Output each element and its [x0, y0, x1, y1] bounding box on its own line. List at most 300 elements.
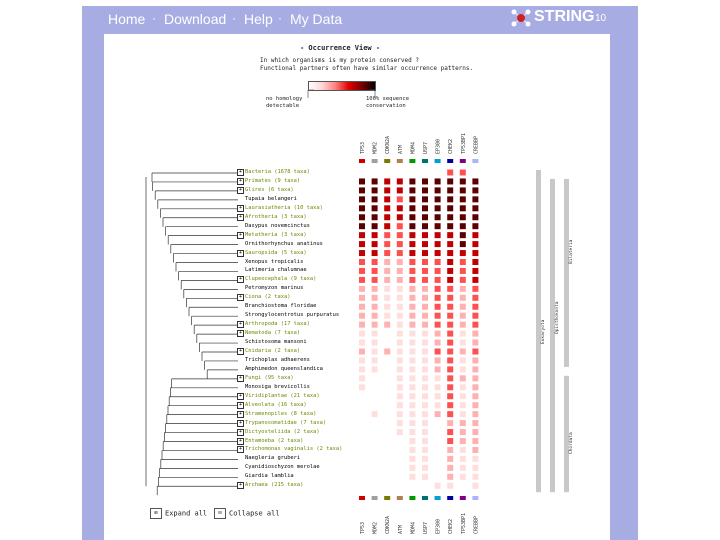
- occurrence-cell: [460, 205, 466, 211]
- occurrence-cell: [384, 232, 390, 238]
- occurrence-cell: [435, 277, 441, 283]
- occurrence-cell: [435, 304, 441, 310]
- occurrence-cell: [460, 223, 466, 229]
- occurrence-cell: [384, 322, 390, 328]
- occurrence-cell: [409, 250, 415, 256]
- occurrence-cell: [460, 447, 466, 453]
- occurrence-cell: [422, 178, 428, 184]
- column-header-top: TP53BP1: [460, 132, 467, 154]
- taxon-label[interactable]: Arthropoda (17 taxa): [245, 321, 310, 328]
- taxon-label[interactable]: Clupeocephala (9 taxa): [245, 276, 317, 283]
- occurrence-cell: [435, 322, 441, 328]
- occurrence-cell: [472, 295, 478, 301]
- occurrence-cell: [409, 349, 415, 355]
- occurrence-cell: [372, 196, 378, 202]
- occurrence-cell: [359, 366, 365, 372]
- occurrence-cell: [397, 313, 403, 319]
- column-header-top: MDM4: [410, 141, 417, 154]
- occurrence-cell: [409, 447, 415, 453]
- occurrence-cell: [472, 277, 478, 283]
- occurrence-cell: [460, 474, 466, 480]
- taxon-label: Giardia lamblia: [245, 473, 294, 480]
- occurrence-cell: [359, 313, 365, 319]
- occurrence-cell: [422, 214, 428, 220]
- occurrence-cell: [460, 393, 466, 399]
- nav-home-link[interactable]: Home: [108, 11, 146, 27]
- taxon-label: Latimeria chalumnae: [245, 267, 307, 274]
- occurrence-cell: [359, 277, 365, 283]
- expand-clade-icon[interactable]: +: [238, 428, 242, 435]
- occurrence-cell: [422, 322, 428, 328]
- column-color-swatch: [460, 496, 466, 500]
- occurrence-cell: [460, 429, 466, 435]
- occurrence-cell: [397, 241, 403, 247]
- occurrence-cell: [460, 456, 466, 462]
- occurrence-cell: [472, 447, 478, 453]
- expand-clade-icon[interactable]: +: [238, 231, 242, 238]
- taxon-label[interactable]: Sauropsida (5 taxa): [245, 249, 307, 256]
- occurrence-cell: [447, 411, 453, 417]
- occurrence-cell: [397, 259, 403, 265]
- occurrence-cell: [397, 250, 403, 256]
- occurrence-cell: [472, 313, 478, 319]
- occurrence-cell: [447, 205, 453, 211]
- expand-clade-icon[interactable]: +: [238, 410, 242, 417]
- expand-clade-icon[interactable]: +: [238, 177, 242, 184]
- column-header-top: CDKN2A: [385, 135, 392, 154]
- occurrence-cell: [372, 331, 378, 337]
- occurrence-cell: [384, 259, 390, 265]
- occurrence-cell: [409, 402, 415, 408]
- occurrence-cell: [372, 322, 378, 328]
- occurrence-cell: [384, 178, 390, 184]
- occurrence-cell: [397, 411, 403, 417]
- occurrence-cell: [409, 438, 415, 444]
- occurrence-cell: [472, 456, 478, 462]
- occurrence-cell: [460, 375, 466, 381]
- occurrence-cell: [422, 402, 428, 408]
- occurrence-cell: [472, 357, 478, 363]
- occurrence-cell: [359, 286, 365, 292]
- legend-low-label-2: detectable: [266, 103, 300, 109]
- occurrence-cell: [472, 474, 478, 480]
- occurrence-cell: [472, 241, 478, 247]
- occurrence-cell: [384, 241, 390, 247]
- occurrence-cell: [397, 178, 403, 184]
- clade-label-opisthokonta: Opisthokonta: [555, 301, 560, 334]
- occurrence-cell: [359, 250, 365, 256]
- taxon-label[interactable]: Laurasiatheria (10 taxa): [245, 204, 323, 211]
- taxon-label: Monosiga brevicollis: [245, 383, 310, 390]
- taxon-label[interactable]: Trichomonas vaginalis (2 taxa): [245, 446, 343, 453]
- occurrence-cell: [422, 465, 428, 471]
- column-color-swatch: [359, 159, 365, 163]
- occurrence-cell: [447, 349, 453, 355]
- occurrence-cell: [472, 187, 478, 193]
- expand-clade-icon[interactable]: +: [238, 348, 242, 354]
- occurrence-cell: [435, 259, 441, 265]
- occurrence-cell: [422, 357, 428, 363]
- occurrence-cell: [397, 393, 403, 399]
- occurrence-cell: [397, 223, 403, 229]
- occurrence-cell: [409, 357, 415, 363]
- occurrence-cell: [409, 313, 415, 319]
- occurrence-cell: [397, 402, 403, 408]
- occurrence-cell: [435, 366, 441, 372]
- occurrence-cell: [372, 277, 378, 283]
- occurrence-cell: [397, 349, 403, 355]
- taxon-label: Strongylocentrotus purpuratus: [245, 312, 340, 319]
- occurrence-cell: [372, 366, 378, 372]
- occurrence-cell: [422, 420, 428, 426]
- occurrence-cell: [409, 268, 415, 274]
- taxon-label[interactable]: Bacteria (1678 taxa): [245, 169, 310, 175]
- taxon-label[interactable]: Stramenopiles (8 taxa): [245, 410, 317, 417]
- occurrence-cell: [422, 259, 428, 265]
- occurrence-cell: [422, 295, 428, 301]
- occurrence-cell: [397, 295, 403, 301]
- taxon-label[interactable]: Alveolata (16 taxa): [245, 401, 307, 408]
- occurrence-cell: [472, 223, 478, 229]
- occurrence-cell: [359, 214, 365, 220]
- occurrence-cell: [372, 357, 378, 363]
- occurrence-cell: [372, 313, 378, 319]
- taxon-label[interactable]: Ciona (2 taxa): [245, 294, 291, 301]
- taxon-label: Branchiostoma floridae: [245, 303, 317, 310]
- occurrence-cell: [422, 340, 428, 346]
- occurrence-cell: [447, 465, 453, 471]
- occurrence-cell: [372, 304, 378, 310]
- occurrence-cell: [409, 420, 415, 426]
- occurrence-cell: [409, 205, 415, 211]
- occurrence-cell: [460, 340, 466, 346]
- occurrence-cell: [397, 357, 403, 363]
- occurrence-cell: [435, 196, 441, 202]
- taxon-label: Cyanidioschyzon merolae: [245, 464, 320, 471]
- occurrence-cell: [422, 205, 428, 211]
- occurrence-cell: [359, 205, 365, 211]
- occurrence-cell: [372, 349, 378, 355]
- occurrence-cell: [384, 304, 390, 310]
- occurrence-cell: [409, 456, 415, 462]
- occurrence-cell: [435, 393, 441, 399]
- collapse-icon: ⊟: [214, 508, 226, 519]
- occurrence-cell: [397, 187, 403, 193]
- occurrence-cell: [397, 366, 403, 372]
- occurrence-cell: [359, 357, 365, 363]
- occurrence-cell: [372, 295, 378, 301]
- occurrence-cell: [460, 259, 466, 265]
- occurrence-cell: [422, 277, 428, 283]
- occurrence-cell: [397, 286, 403, 292]
- occurrence-cell: [460, 465, 466, 471]
- clade-label-eukaryota: Eukaryota: [541, 319, 546, 344]
- occurrence-cell: [409, 411, 415, 417]
- occurrence-cell: [460, 384, 466, 390]
- taxon-label[interactable]: Cnidaria (2 taxa): [245, 348, 301, 354]
- column-header-bottom: MDM2: [372, 521, 379, 534]
- occurrence-cell: [435, 268, 441, 274]
- occurrence-cell: [422, 393, 428, 399]
- column-color-swatch: [409, 159, 415, 163]
- occurrence-cell: [409, 375, 415, 381]
- logo-version: 10: [595, 13, 607, 24]
- occurrence-cell: [447, 196, 453, 202]
- occurrence-cell: [472, 304, 478, 310]
- occurrence-cell: [422, 456, 428, 462]
- occurrence-cell: [422, 331, 428, 337]
- occurrence-cell: [435, 178, 441, 184]
- occurrence-cell: [460, 277, 466, 283]
- occurrence-cell: [435, 483, 441, 489]
- occurrence-cell: [409, 223, 415, 229]
- taxon-label[interactable]: Archaea (215 taxa): [245, 482, 304, 489]
- occurrence-cell: [422, 349, 428, 355]
- taxon-label[interactable]: Viridiplantae (21 taxa): [245, 392, 320, 399]
- occurrence-cell: [384, 313, 390, 319]
- occurrence-cell: [422, 304, 428, 310]
- occurrence-cell: [409, 178, 415, 184]
- occurrence-cell: [447, 447, 453, 453]
- expand-clade-icon[interactable]: +: [238, 374, 242, 381]
- occurrence-cell: [409, 196, 415, 202]
- occurrence-cell: [435, 340, 441, 346]
- occurrence-cell: [447, 375, 453, 381]
- occurrence-cell: [472, 411, 478, 417]
- occurrence-cell: [422, 366, 428, 372]
- occurrence-cell: [359, 349, 365, 355]
- occurrence-cell: [460, 187, 466, 193]
- occurrence-cell: [397, 420, 403, 426]
- column-header-top: CHEK2: [448, 138, 455, 154]
- occurrence-cell: [447, 340, 453, 346]
- expand-clade-icon[interactable]: +: [238, 321, 242, 328]
- occurrence-cell: [472, 286, 478, 292]
- taxon-label[interactable]: Fungi (95 taxa): [245, 374, 294, 381]
- taxon-label[interactable]: Afrotheria (3 taxa): [245, 213, 307, 220]
- expand-clade-icon[interactable]: +: [238, 276, 242, 283]
- expand-clade-icon[interactable]: +: [238, 169, 242, 175]
- nav-my-data-link[interactable]: My Data: [290, 11, 343, 27]
- occurrence-cell: [460, 331, 466, 337]
- occurrence-cell: [372, 268, 378, 274]
- nav-help-link[interactable]: Help: [244, 11, 273, 27]
- occurrence-cell: [397, 429, 403, 435]
- taxon-label[interactable]: Entamoeba (2 taxa): [245, 437, 304, 444]
- occurrence-cell: [397, 268, 403, 274]
- occurrence-cell: [359, 340, 365, 346]
- occurrence-cell: [472, 429, 478, 435]
- occurrence-cell: [422, 196, 428, 202]
- taxon-label[interactable]: Glires (6 taxa): [245, 186, 294, 193]
- occurrence-cell: [447, 295, 453, 301]
- occurrence-cell: [472, 366, 478, 372]
- occurrence-cell: [409, 277, 415, 283]
- occurrence-cell: [422, 447, 428, 453]
- occurrence-cell: [359, 232, 365, 238]
- occurrence-cell: [435, 205, 441, 211]
- occurrence-cell: [460, 357, 466, 363]
- expand-clade-icon[interactable]: +: [238, 401, 242, 408]
- column-color-swatch: [384, 159, 390, 163]
- occurrence-cell: [359, 268, 365, 274]
- occurrence-cell: [472, 331, 478, 337]
- occurrence-cell: [472, 375, 478, 381]
- expand-clade-icon[interactable]: +: [238, 446, 242, 453]
- taxon-label[interactable]: Dictyosteliida (2 taxa): [245, 428, 320, 435]
- occurrence-cell: [397, 214, 403, 220]
- occurrence-cell: [447, 187, 453, 193]
- occurrence-cell: [409, 331, 415, 337]
- expand-clade-icon[interactable]: +: [238, 186, 242, 193]
- occurrence-cell: [460, 232, 466, 238]
- occurrence-cell: [397, 232, 403, 238]
- occurrence-cell: [397, 322, 403, 328]
- occurrence-cell: [460, 295, 466, 301]
- column-color-swatch: [397, 159, 403, 163]
- expand-clade-icon[interactable]: +: [238, 482, 242, 489]
- expand-clade-icon[interactable]: +: [238, 213, 242, 220]
- expand-clade-icon[interactable]: +: [238, 204, 242, 211]
- occurrence-cell: [435, 250, 441, 256]
- occurrence-cell: [447, 313, 453, 319]
- expand-clade-icon[interactable]: +: [238, 419, 242, 426]
- taxon-label[interactable]: Primates (9 taxa): [245, 177, 301, 184]
- occurrence-cell: [422, 375, 428, 381]
- column-color-swatch: [359, 496, 365, 500]
- occurrence-cell: [472, 322, 478, 328]
- expand-clade-icon[interactable]: +: [238, 437, 242, 444]
- occurrence-cell: [460, 411, 466, 417]
- occurrence-cell: [472, 438, 478, 444]
- column-color-swatch: [372, 159, 378, 163]
- occurrence-cell: [460, 268, 466, 274]
- occurrence-cell: [359, 196, 365, 202]
- occurrence-cell: [447, 223, 453, 229]
- taxon-label[interactable]: Nematoda (7 taxa): [245, 330, 301, 337]
- occurrence-cell: [359, 295, 365, 301]
- column-color-swatch: [447, 496, 453, 500]
- occurrence-cell: [460, 304, 466, 310]
- expand-clade-icon[interactable]: +: [238, 294, 242, 301]
- occurrence-cell: [397, 304, 403, 310]
- taxon-label[interactable]: Metatheria (3 taxa): [245, 231, 307, 238]
- occurrence-cell: [447, 232, 453, 238]
- occurrence-cell: [409, 322, 415, 328]
- occurrence-cell: [447, 250, 453, 256]
- column-header-bottom: USP7: [423, 521, 429, 534]
- occurrence-cell: [397, 340, 403, 346]
- clade-bar: [550, 179, 555, 492]
- occurrence-cell: [472, 268, 478, 274]
- occurrence-cell: [384, 223, 390, 229]
- occurrence-cell: [435, 349, 441, 355]
- occurrence-cell: [359, 331, 365, 337]
- column-color-swatch: [372, 496, 378, 500]
- column-color-swatch: [422, 159, 428, 163]
- occurrence-cell: [435, 232, 441, 238]
- column-color-swatch: [435, 159, 441, 163]
- occurrence-cell: [447, 277, 453, 283]
- occurrence-cell: [372, 340, 378, 346]
- occurrence-cell: [460, 250, 466, 256]
- taxon-label[interactable]: Trypanosomatidae (7 taxa): [245, 419, 327, 426]
- occurrence-cell: [472, 483, 478, 489]
- occurrence-cell: [435, 295, 441, 301]
- collapse-all-button[interactable]: [214, 508, 280, 519]
- column-header-bottom: ATM: [397, 524, 404, 534]
- occurrence-cell: [472, 178, 478, 184]
- occurrence-cell: [447, 384, 453, 390]
- occurrence-cell: [372, 232, 378, 238]
- collapse-all-label: Collapse all: [229, 509, 280, 518]
- occurrence-cell: [372, 259, 378, 265]
- column-color-swatch: [447, 159, 453, 163]
- string-logo[interactable]: [508, 6, 628, 30]
- occurrence-cell: [372, 214, 378, 220]
- occurrence-cell: [372, 223, 378, 229]
- occurrence-cell: [359, 304, 365, 310]
- occurrence-cell: [460, 313, 466, 319]
- occurrence-cell: [460, 349, 466, 355]
- expand-clade-icon[interactable]: +: [238, 249, 242, 256]
- column-color-swatch: [460, 159, 466, 163]
- occurrence-cell: [447, 483, 453, 489]
- occurrence-cell: [422, 241, 428, 247]
- taxon-label: Petromyzon marinus: [245, 285, 304, 292]
- occurrence-cell: [422, 429, 428, 435]
- occurrence-cell: [422, 474, 428, 480]
- occurrence-cell: [359, 384, 365, 390]
- occurrence-cell: [384, 268, 390, 274]
- column-header-bottom: TP53BP1: [460, 512, 467, 534]
- occurrence-cell: [359, 241, 365, 247]
- occurrence-cell: [372, 241, 378, 247]
- occurrence-cell: [409, 465, 415, 471]
- expand-all-button[interactable]: [150, 508, 207, 519]
- occurrence-cell: [472, 340, 478, 346]
- column-header-top: CREBBP: [473, 135, 480, 154]
- occurrence-cell: [447, 268, 453, 274]
- occurrence-cell: [472, 205, 478, 211]
- column-header-bottom: CREBBP: [473, 515, 480, 534]
- occurrence-cell: [447, 429, 453, 435]
- expand-clade-icon[interactable]: +: [238, 330, 242, 337]
- occurrence-cell: [372, 286, 378, 292]
- occurrence-cell: [359, 178, 365, 184]
- occurrence-cell: [447, 402, 453, 408]
- taxon-label: Xenopus tropicalis: [245, 258, 304, 265]
- column-header-top: EP300: [435, 138, 442, 154]
- occurrence-cell: [422, 223, 428, 229]
- column-color-swatch: [384, 496, 390, 500]
- occurrence-cell: [447, 286, 453, 292]
- occurrence-cell: [372, 411, 378, 417]
- occurrence-cell: [447, 214, 453, 220]
- taxon-label: Schistosoma mansoni: [245, 339, 307, 346]
- occurrence-cell: [472, 196, 478, 202]
- occurrence-cell: [447, 474, 453, 480]
- occurrence-cell: [397, 205, 403, 211]
- occurrence-cell: [359, 187, 365, 193]
- expand-clade-icon[interactable]: +: [238, 392, 242, 399]
- occurrence-cell: [472, 259, 478, 265]
- nav-download-link[interactable]: Download: [164, 11, 227, 27]
- occurrence-cell: [409, 295, 415, 301]
- taxon-label: Naegleria gruberi: [245, 455, 301, 462]
- occurrence-cell: [422, 438, 428, 444]
- occurrence-cell: [460, 170, 466, 176]
